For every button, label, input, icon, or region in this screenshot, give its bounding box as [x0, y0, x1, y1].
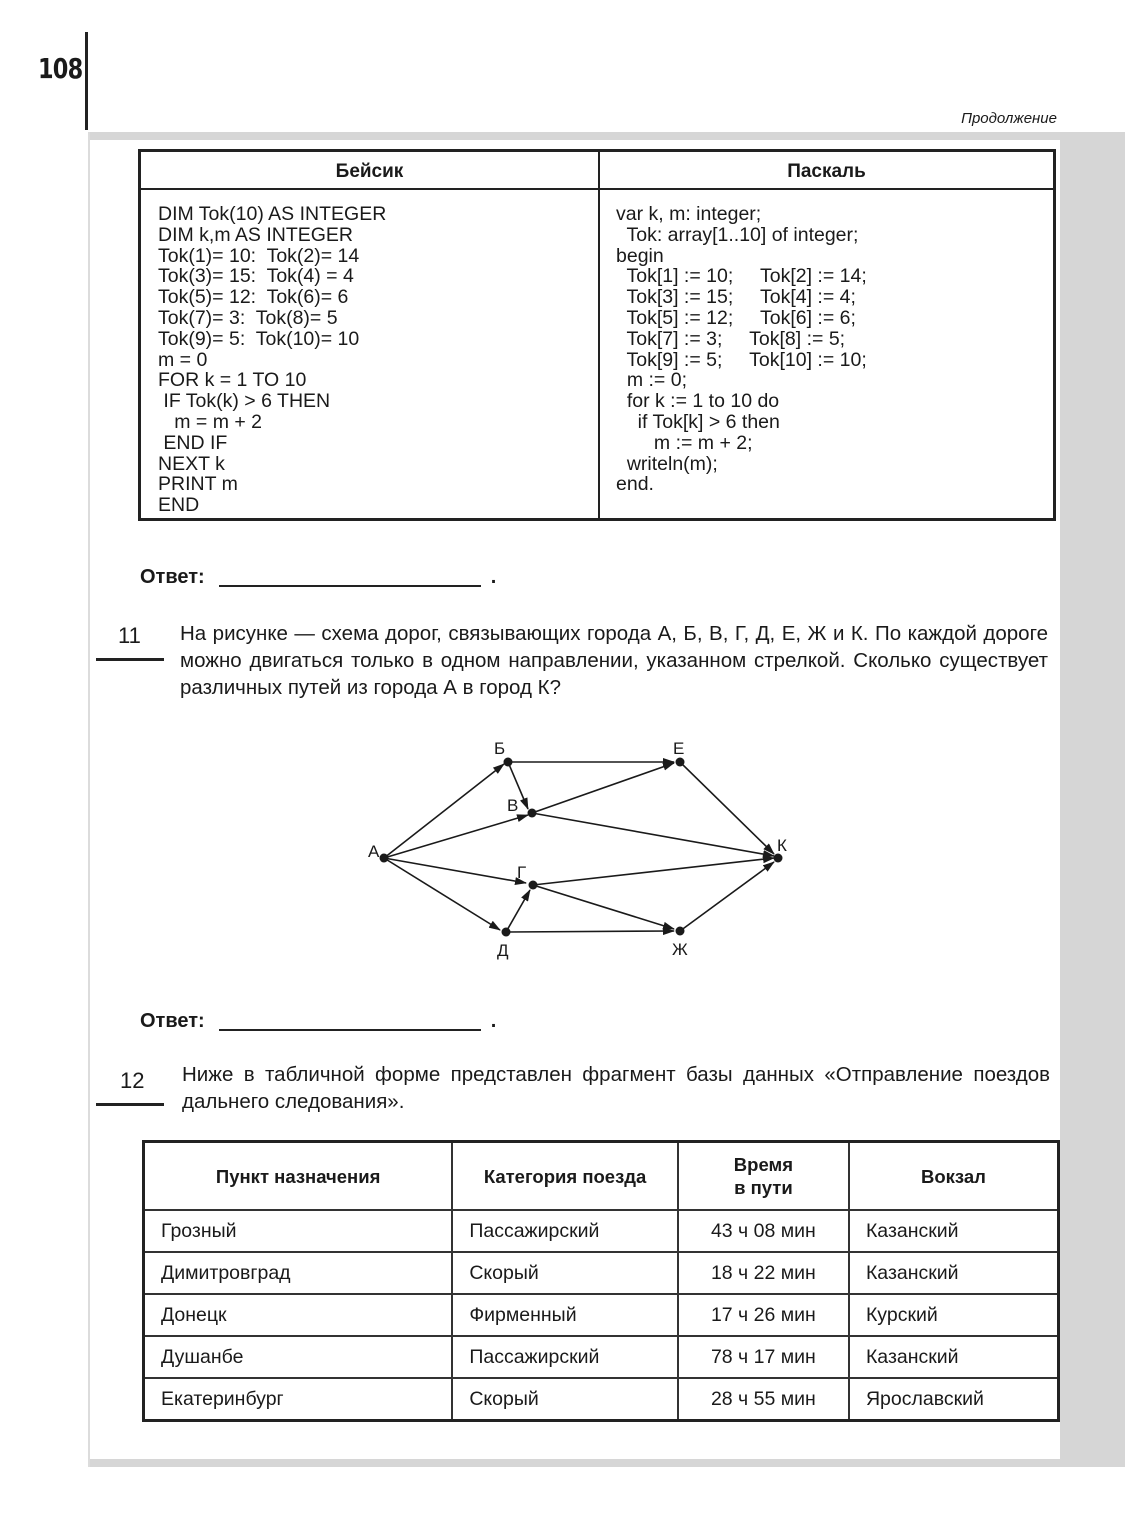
header-basic: Бейсик — [141, 152, 598, 190]
node-A — [380, 854, 389, 863]
edge-G-K — [533, 858, 774, 885]
cell-category: Фирменный — [452, 1294, 678, 1336]
edge-Zh-K — [680, 862, 774, 931]
col-category: Категория поезда — [452, 1142, 678, 1211]
db-table — [142, 1140, 1060, 1422]
cell-station: Казанский — [849, 1210, 1059, 1252]
node-V — [528, 809, 537, 818]
cell-time: 18 ч 22 мин — [678, 1252, 849, 1294]
table-row — [144, 1294, 1059, 1336]
cell-destination: Грозный — [144, 1210, 453, 1252]
node-Zh — [676, 927, 685, 936]
column-divider — [598, 152, 600, 518]
cell-time: 78 ч 17 мин — [678, 1336, 849, 1378]
cell-station: Курский — [849, 1294, 1059, 1336]
answer-blank[interactable] — [219, 1029, 481, 1031]
db-header-row — [144, 1142, 1059, 1211]
cell-category: Скорый — [452, 1252, 678, 1294]
task-text-11: На рисунке — схема дорог, связывающих города А, Б, В, Г, Д, Е, Ж и К. По каждой дороге можно двигаться только в одном направлении, указанном стрелкой. Сколько существует различных путей из города А в город К? — [180, 622, 1048, 699]
cell-time: 17 ч 26 мин — [678, 1294, 849, 1336]
answer-line-10 — [140, 566, 496, 589]
task-number-11: 11 — [118, 623, 141, 648]
task-text-12: Ниже в табличной форме представлен фрагмент базы данных «Отправление поездов дальнего следования». — [182, 1063, 1050, 1113]
answer-line-11 — [140, 1010, 496, 1033]
node-B — [504, 758, 513, 767]
table-row — [144, 1336, 1059, 1378]
code-table — [138, 149, 1056, 521]
cell-destination: Димитровград — [144, 1252, 453, 1294]
cell-station: Казанский — [849, 1336, 1059, 1378]
edge-E-K — [680, 762, 774, 854]
basic-code: DIM Tok(10) AS INTEGER DIM k,m AS INTEGER Tok(1)= 10: Tok(2)= 14 Tok(3)= 15: Tok(4) = 4 Tok(5)= 12: Tok(6)= 6 Tok(7)= 3: Tok(8)= 5 Tok(9)= 5: Tok(10)= 10 m = 0 FOR k = 1 TO 10 IF Tok(k) > 6 THEN m = m + 2 END IF NEXT k PRINT m END — [158, 203, 387, 517]
cell-category: Скорый — [452, 1378, 678, 1421]
label-Zh: Ж — [672, 940, 688, 959]
edge-A-V — [384, 815, 528, 858]
table-row — [144, 1378, 1059, 1421]
label-K: К — [777, 836, 787, 855]
cell-time: 43 ч 08 мин — [678, 1210, 849, 1252]
answer-label: Ответ: — [140, 566, 205, 588]
node-D — [502, 928, 511, 937]
col-destination: Пункт назначения — [144, 1142, 453, 1211]
col-station: Вокзал — [849, 1142, 1059, 1211]
cell-time: 28 ч 55 мин — [678, 1378, 849, 1421]
label-A: А — [368, 842, 380, 861]
cell-destination: Душанбе — [144, 1336, 453, 1378]
answer-label: Ответ: — [140, 1010, 205, 1032]
col-travel-time — [678, 1142, 849, 1211]
edge-D-Zh — [506, 931, 674, 932]
panel-right-shade — [1060, 132, 1125, 1467]
node-E — [676, 758, 685, 767]
cell-station: Ярославский — [849, 1378, 1059, 1421]
task-number-12: 12 — [120, 1068, 145, 1093]
label-V: В — [507, 796, 519, 815]
cell-destination: Екатеринбург — [144, 1378, 453, 1421]
page-number: 108 — [38, 52, 83, 85]
label-G: Г — [517, 863, 527, 882]
col-travel-time-text: Время в пути — [733, 1154, 793, 1198]
label-D: Д — [497, 941, 509, 960]
edge-G-Zh — [533, 885, 674, 929]
header-pascal: Паскаль — [600, 152, 1053, 190]
label-E: Е — [673, 739, 685, 758]
edge-D-G — [506, 890, 530, 932]
cell-category: Пассажирский — [452, 1336, 678, 1378]
cell-destination: Донецк — [144, 1294, 453, 1336]
margin-rule — [85, 32, 88, 130]
edge-A-B — [384, 764, 504, 858]
edge-V-E — [532, 763, 674, 813]
answer-dot: . — [490, 1010, 497, 1032]
table-row — [144, 1252, 1059, 1294]
answer-dot: . — [490, 566, 497, 588]
answer-blank[interactable] — [219, 585, 481, 587]
cell-station: Казанский — [849, 1252, 1059, 1294]
node-G — [529, 881, 538, 890]
task-rule-11 — [96, 658, 164, 661]
label-B: Б — [494, 739, 506, 758]
cell-category: Пассажирский — [452, 1210, 678, 1252]
pascal-code: var k, m: integer; Tok: array[1..10] of integer; begin Tok[1] := 10; Tok[2] := 14; Tok[3] := 15; Tok[4] := 4; Tok[5] := 12; Tok[6] := 6; Tok[7] := 3; Tok[8] := 5; Tok[9] := 5; Tok[10] := 10; m := 0; for k := 1 to 10 do if Tok[k] > 6 then m := m + 2; writeln(m); end. — [616, 203, 867, 496]
road-graph — [340, 730, 810, 970]
task-rule-12 — [96, 1103, 164, 1106]
continued-label: Продолжение — [961, 110, 1057, 127]
table-row — [144, 1210, 1059, 1252]
